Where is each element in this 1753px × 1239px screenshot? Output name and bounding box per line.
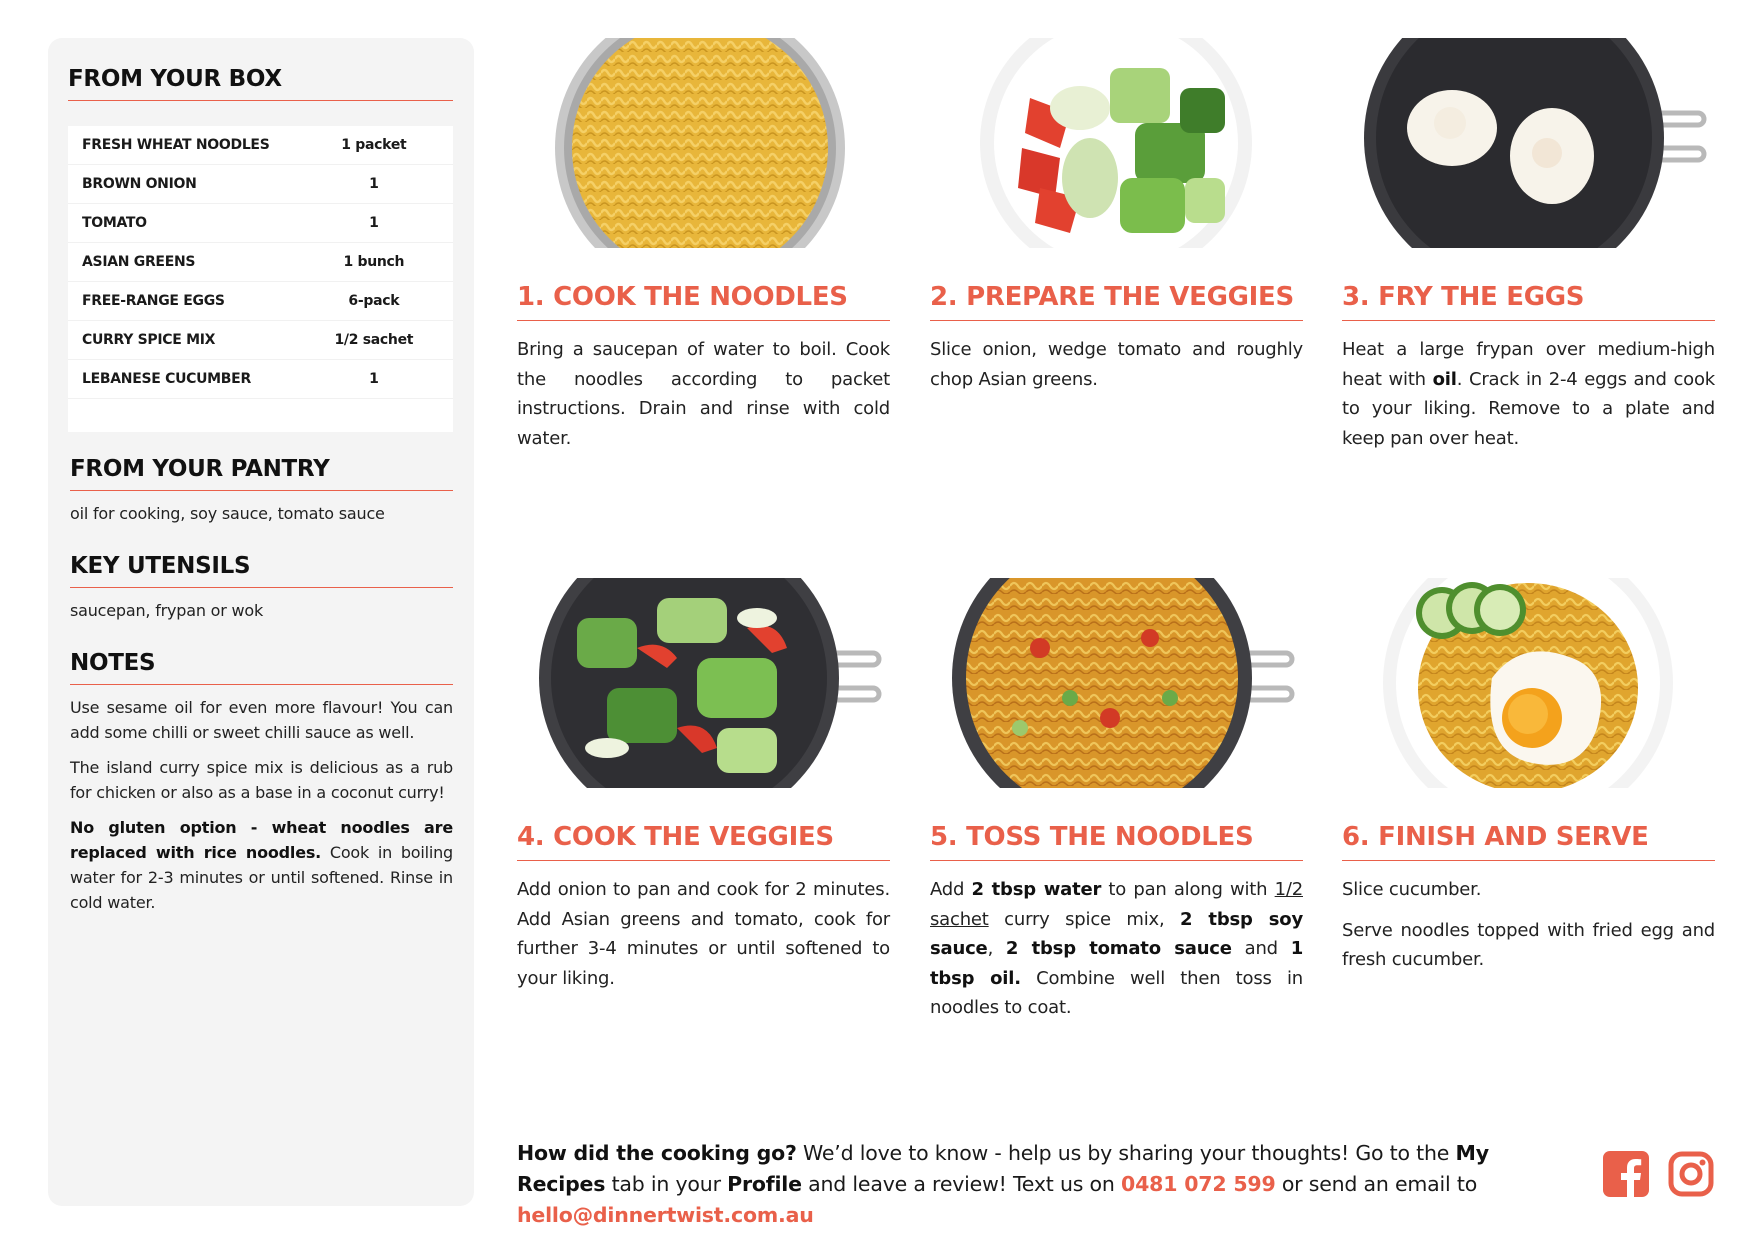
pantry-text: oil for cooking, soy sauce, tomato sauce [70,504,385,523]
ingredient-qty: 1 [369,215,379,231]
my-recipes-label: My Recipes [517,1141,1489,1196]
note-paragraph [70,815,453,915]
ingredient-qty: 1 packet [341,137,407,153]
step-text-part: and [1231,938,1291,959]
ingredient-name: BROWN ONION [82,176,197,192]
feedback-footer [517,1138,1567,1231]
instagram-icon[interactable] [1668,1151,1714,1197]
step-bold: oil [1432,368,1457,390]
utensils-text: saucepan, frypan or wok [70,601,264,620]
pantry-section [70,456,453,526]
notes-title: NOTES [70,650,453,685]
ingredient-qty: 1/2 sachet [334,332,414,348]
step-bold: 2 tbsp soy sauce [930,908,1303,959]
ingredients-table [68,126,453,432]
note-paragraph: The island curry spice mix is delicious as a rub for chicken or also as a base in a coconut curry! [70,758,453,802]
step-text-part: to pan along with [1101,879,1275,900]
ingredient-name: TOMATO [82,215,147,231]
step-2 [930,38,1303,405]
step-text-part: Heat a large frypan over medium-high heat with [1342,339,1715,390]
step-body [930,335,1303,394]
step-text: Bring a saucepan of water to boil. Cook the noodles according to packet instructions. Drain and rinse with cold water. [517,339,890,449]
table-row [68,243,453,282]
sidebar [48,38,474,1206]
step-body [517,335,890,453]
step-text-part: . Crack in 2-4 eggs and cook to your liking. Remove to a plate and keep pan over heat. [1342,368,1716,449]
ingredient-name: LEBANESE CUCUMBER [82,371,251,387]
step-text-part: , [987,938,1006,959]
step-1 [517,38,890,464]
step-6 [1342,578,1715,986]
table-row [68,360,453,399]
table-row [68,282,453,321]
table-row [68,204,453,243]
ingredient-qty: 6-pack [348,293,400,309]
step-4 [517,578,890,1004]
step-title: 6. FINISH AND SERVE [1342,822,1715,861]
step-text-part: Add [930,879,972,900]
step-3 [1342,38,1715,464]
notes-section [70,650,453,925]
table-row [68,321,453,360]
footer-text: or send an email to [1275,1172,1478,1196]
noodles-pot-image [517,38,890,248]
step-text-part: Combine well then toss in noodles to coat. [930,967,1303,1018]
step-underline: 1/2 sachet [930,879,1303,930]
step-text-part: curry spice mix, [988,908,1181,930]
step-5 [930,578,1303,1034]
utensils-section [70,553,453,623]
step-bold: 2 tbsp water [971,879,1102,900]
footer-text: We’d love to know - help us by sharing your thoughts! Go to the [796,1141,1456,1165]
served-plate-image [1342,578,1715,788]
ingredient-qty: 1 [369,176,379,192]
step-body [1342,875,1715,975]
ingredient-name: FRESH WHEAT NOODLES [82,137,270,153]
facebook-icon[interactable] [1603,1151,1649,1197]
step-body [517,875,890,993]
ingredient-qty: 1 bunch [343,254,405,270]
step-text: Slice cucumber. [1342,879,1482,900]
table-row [68,126,453,165]
step-text [930,875,1303,1023]
step-body [1342,335,1715,453]
feedback-question: How did the cooking go? [517,1141,797,1165]
from-your-pantry-title: FROM YOUR PANTRY [70,456,453,491]
ingredient-name: ASIAN GREENS [82,254,196,270]
note-bold: No gluten option - wheat noodles are replaced with rice noodles. [70,818,453,862]
profile-label: Profile [727,1172,802,1196]
phone-link[interactable]: 0481 072 599 [1121,1172,1276,1196]
noodles-toss-pan-image [930,578,1303,788]
step-title: 4. COOK THE VEGGIES [517,822,890,861]
step-bold: 1 tbsp oil. [930,938,1304,989]
footer-text: and leave a review! Text us on [801,1172,1121,1196]
note-paragraph: Use sesame oil for even more flavour! You can add some chilli or sweet chilli sauce as well. [70,698,453,742]
footer-text: tab in your [605,1172,728,1196]
step-title: 3. FRY THE EGGS [1342,282,1715,321]
step-bold: 2 tbsp tomato sauce [1005,938,1232,959]
ingredient-qty: 1 [369,371,379,387]
table-row [68,165,453,204]
ingredient-name: CURRY SPICE MIX [82,332,216,348]
step-text: Add onion to pan and cook for 2 minutes. Add Asian greens and tomato, cook for further 3-4 minutes or until softened to your liking. [517,879,890,989]
note-text: Cook in boiling water for 2-3 minutes or until softened. Rinse in cold water. [70,843,453,912]
email-link[interactable]: hello@dinnertwist.com.au [517,1203,814,1227]
step-title: 5. TOSS THE NOODLES [930,822,1303,861]
key-utensils-title: KEY UTENSILS [70,553,453,588]
step-text: Serve noodles topped with fried egg and fresh cucumber. [1342,919,1715,970]
ingredient-name: FREE-RANGE EGGS [82,293,225,309]
step-text: Slice onion, wedge tomato and roughly chop Asian greens. [930,339,1303,390]
veggies-pan-image [517,578,890,788]
from-your-box-title: FROM YOUR BOX [68,66,453,101]
fried-eggs-pan-image [1342,38,1715,248]
step-text [1342,335,1715,453]
step-title: 2. PREPARE THE VEGGIES [930,282,1303,321]
step-body [930,875,1303,1023]
step-title: 1. COOK THE NOODLES [517,282,890,321]
chopped-veggies-image [930,38,1303,248]
